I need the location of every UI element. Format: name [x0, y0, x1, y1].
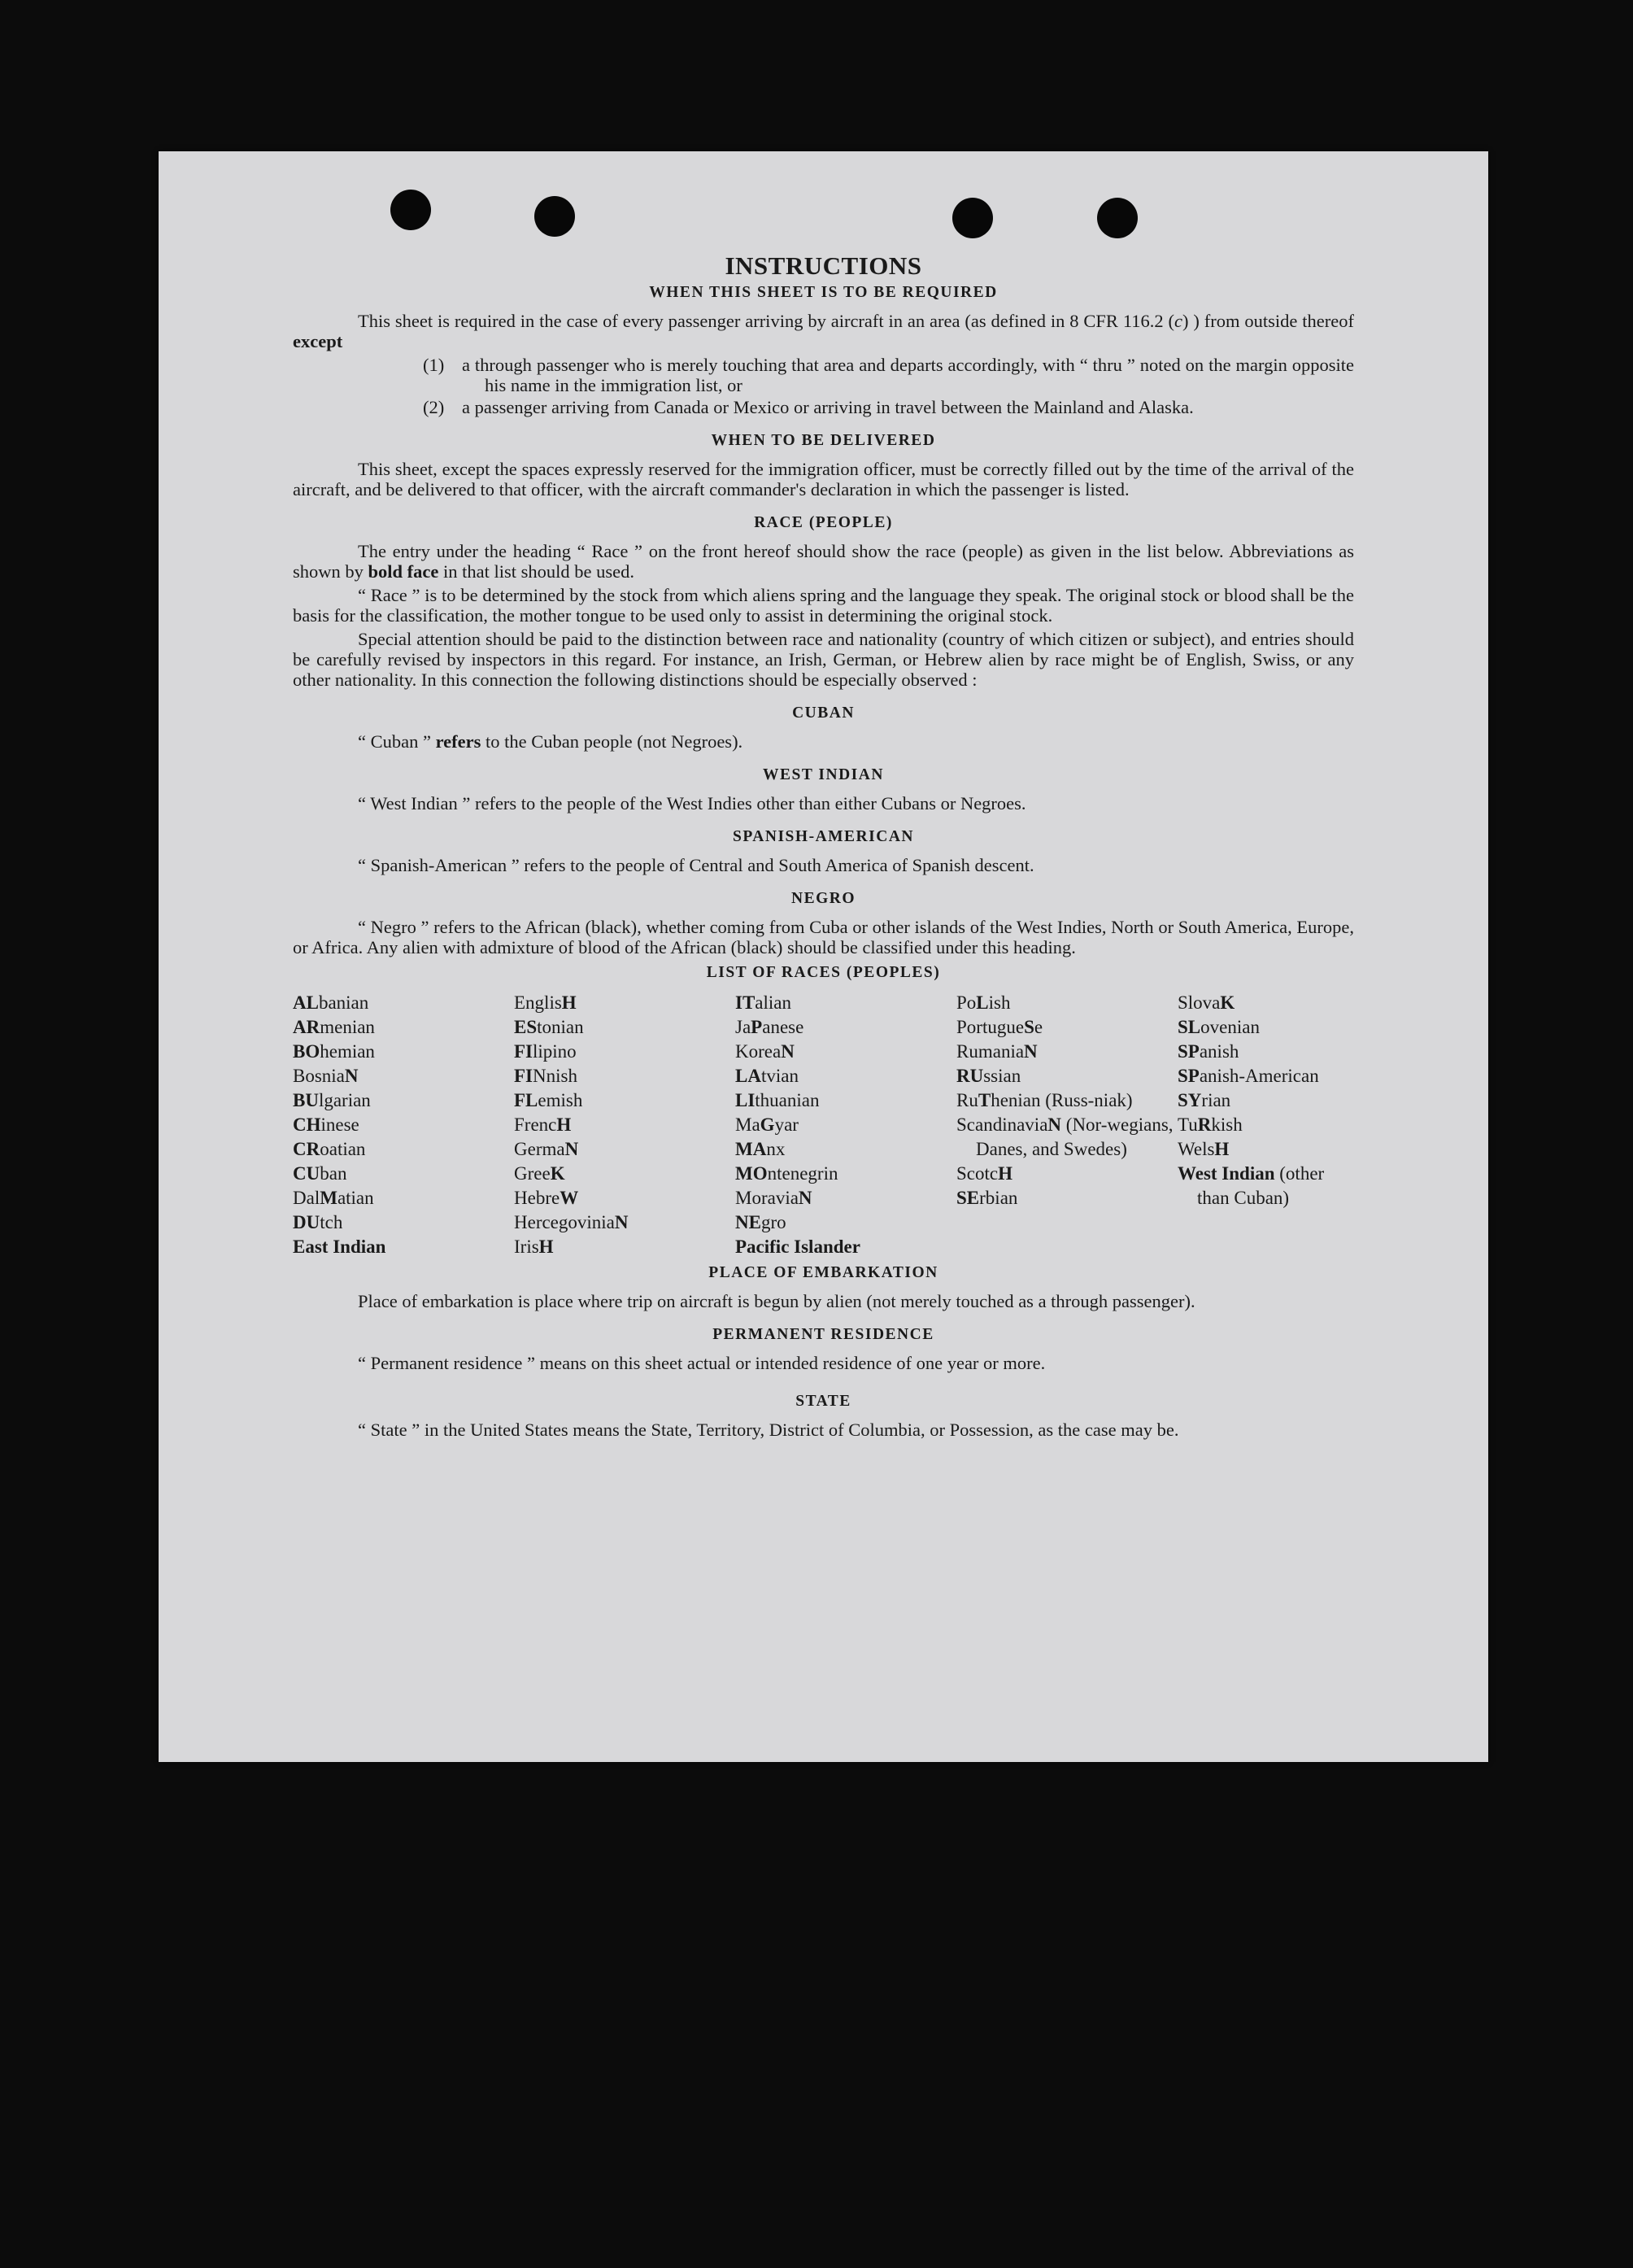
permanent-residence-text: “ Permanent residence ” means on this sheet actual or intended residence of one year or more.	[358, 1353, 1046, 1373]
race-entry: CHinese	[293, 1114, 359, 1135]
race-entry: EStonian	[514, 1017, 584, 1037]
race-entry: FrencH	[514, 1114, 572, 1135]
punch-hole-2	[534, 196, 575, 237]
race-entry: SYrian	[1178, 1090, 1231, 1110]
heading-negro: NEGRO	[790, 890, 856, 907]
race-entry: LAtvian	[735, 1066, 799, 1086]
race-entry: MaGyar	[735, 1114, 799, 1135]
when-delivered-text: This sheet, except the spaces expressly reserved for the immigration officer, must be correctly filled out by the time of the arrival of the aircraft, and be delivered to that officer, with the aircraft commander's declaration in which the passenger is listed.	[293, 459, 1354, 499]
spanish-american-text: “ Spanish-American ” refers to the people of Central and South America of Spanish descent.	[358, 855, 1034, 875]
when-required-text: This sheet is required in the case of every passenger arriving by aircraft in an area (as defined in 8 CFR 116.2 (c) ) from outside thereof except	[293, 311, 1354, 351]
race-entry: IrisH	[514, 1236, 554, 1257]
race-entry: BosniaN	[293, 1066, 359, 1086]
races-column-2	[514, 991, 735, 1259]
race-entry: TuRkish	[1178, 1114, 1243, 1135]
race-entry: MoraviaN	[735, 1188, 812, 1208]
race-entry: PortugueSe	[956, 1017, 1043, 1037]
race-entry: Pacific Islander	[735, 1236, 860, 1257]
heading-when-delivered: WHEN TO BE DELIVERED	[711, 432, 936, 449]
state-text: “ State ” in the United States means the State, Territory, District of Columbia, or Possession, as the case may be.	[358, 1420, 1179, 1440]
page-title: INSTRUCTIONS	[725, 251, 922, 280]
cuban-text: “ Cuban ” refers to the Cuban people (not Negroes).	[358, 731, 743, 752]
heading-permanent-residence: PERMANENT RESIDENCE	[712, 1326, 934, 1343]
race-entry: NEgro	[735, 1212, 786, 1232]
punch-hole-3	[952, 198, 993, 238]
race-entry: DUtch	[293, 1212, 343, 1232]
race-entry: HebreW	[514, 1188, 579, 1208]
race-entry: MOntenegrin	[735, 1163, 838, 1184]
races-column-4	[956, 991, 1178, 1259]
race-entry: West Indian (other than Cuban)	[1178, 1163, 1325, 1208]
race-entry: ALbanian	[293, 992, 369, 1013]
race-entry: East Indian	[293, 1236, 386, 1257]
race-entry: BOhemian	[293, 1041, 375, 1062]
race-entry: RumaniaN	[956, 1041, 1038, 1062]
race-entry: BUlgarian	[293, 1090, 371, 1110]
race-entry: GermaN	[514, 1139, 579, 1159]
instructions-content	[293, 251, 1354, 1443]
race-entry: ScotcH	[956, 1163, 1012, 1184]
embarkation-text: Place of embarkation is place where trip on aircraft is begun by alien (not merely touched as a through passenger).	[358, 1291, 1195, 1311]
race-entry: FIlipino	[514, 1041, 577, 1062]
race-entry: FLemish	[514, 1090, 583, 1110]
race-entry: SPanish	[1178, 1041, 1239, 1062]
exception-item-2: (2) a passenger arriving from Canada or Mexico or arriving in travel between the Mainland and Alaska.	[423, 397, 1194, 417]
race-paragraph-1: The entry under the heading “ Race ” on the front hereof should show the race (people) as given in the list below. Abbreviations as shown by bold face in that list should be used.	[293, 541, 1354, 582]
race-entry: SPanish-American	[1178, 1066, 1319, 1086]
race-entry: SErbian	[956, 1188, 1018, 1208]
race-paragraph-3: Special attention should be paid to the distinction between race and nationality (country of which citizen or subject), and entries should be carefully revised by inspectors in this regard. For instance, an Irish, German, or Hebrew alien by race might be of English, Swiss, or any other nationality. In this connection the following distinctions should be especially observed :	[293, 629, 1354, 690]
race-entry: MAnx	[735, 1139, 786, 1159]
race-paragraph-2: “ Race ” is to be determined by the stock from which aliens spring and the language they speak. The original stock or blood shall be the basis for the classification, the mother tongue to be used only to assist in determining the original stock.	[293, 585, 1354, 626]
punch-hole-1	[390, 190, 431, 230]
race-entry: JaPanese	[735, 1017, 804, 1037]
race-entry: CRoatian	[293, 1139, 366, 1159]
document-sheet	[159, 151, 1488, 1762]
race-entry: SlovaK	[1178, 992, 1235, 1013]
heading-list-of-races: LIST OF RACES (PEOPLES)	[706, 964, 941, 981]
race-entry: RuThenian (Russ-niak)	[956, 1090, 1133, 1110]
race-entry: FINnish	[514, 1066, 577, 1086]
race-entry: RUssian	[956, 1066, 1021, 1086]
race-entry: EnglisH	[514, 992, 577, 1013]
race-entry: CUban	[293, 1163, 347, 1184]
race-entry: GreeK	[514, 1163, 565, 1184]
punch-hole-4	[1097, 198, 1138, 238]
race-entry: PoLish	[956, 992, 1011, 1013]
west-indian-text: “ West Indian ” refers to the people of the West Indies other than either Cubans or Negroes.	[358, 793, 1026, 813]
races-list	[293, 991, 1354, 1259]
heading-embarkation: PLACE OF EMBARKATION	[708, 1264, 938, 1281]
heading-spanish-american: SPANISH-AMERICAN	[733, 828, 914, 845]
race-entry: KoreaN	[735, 1041, 795, 1062]
heading-state: STATE	[795, 1393, 851, 1410]
heading-west-indian: WEST INDIAN	[763, 766, 884, 783]
race-entry: WelsH	[1178, 1139, 1230, 1159]
race-entry: LIthuanian	[735, 1090, 820, 1110]
races-column-1	[293, 991, 514, 1259]
race-entry: DalMatian	[293, 1188, 374, 1208]
heading-cuban: CUBAN	[792, 704, 855, 722]
race-entry: SLovenian	[1178, 1017, 1260, 1037]
races-column-5	[1178, 991, 1354, 1259]
race-entry: ARmenian	[293, 1017, 375, 1037]
race-entry: HercegoviniaN	[514, 1212, 629, 1232]
race-entry: ITalian	[735, 992, 791, 1013]
heading-when-required: WHEN THIS SHEET IS TO BE REQUIRED	[649, 284, 998, 301]
negro-text: “ Negro ” refers to the African (black), whether coming from Cuba or other islands of the West Indies, North or South America, Europe, or Africa. Any alien with admixture of blood of the African (black) should be classified under this heading.	[293, 917, 1354, 957]
race-entry: ScandinaviaN (Nor-wegians, Danes, and Swedes)	[956, 1114, 1174, 1159]
heading-race: RACE (PEOPLE)	[754, 514, 893, 531]
races-column-3	[735, 991, 956, 1259]
exception-item-1: (1) a through passenger who is merely touching that area and departs accordingly, with “ thru ” noted on the margin opposite his name in the immigration list, or	[423, 355, 1354, 395]
